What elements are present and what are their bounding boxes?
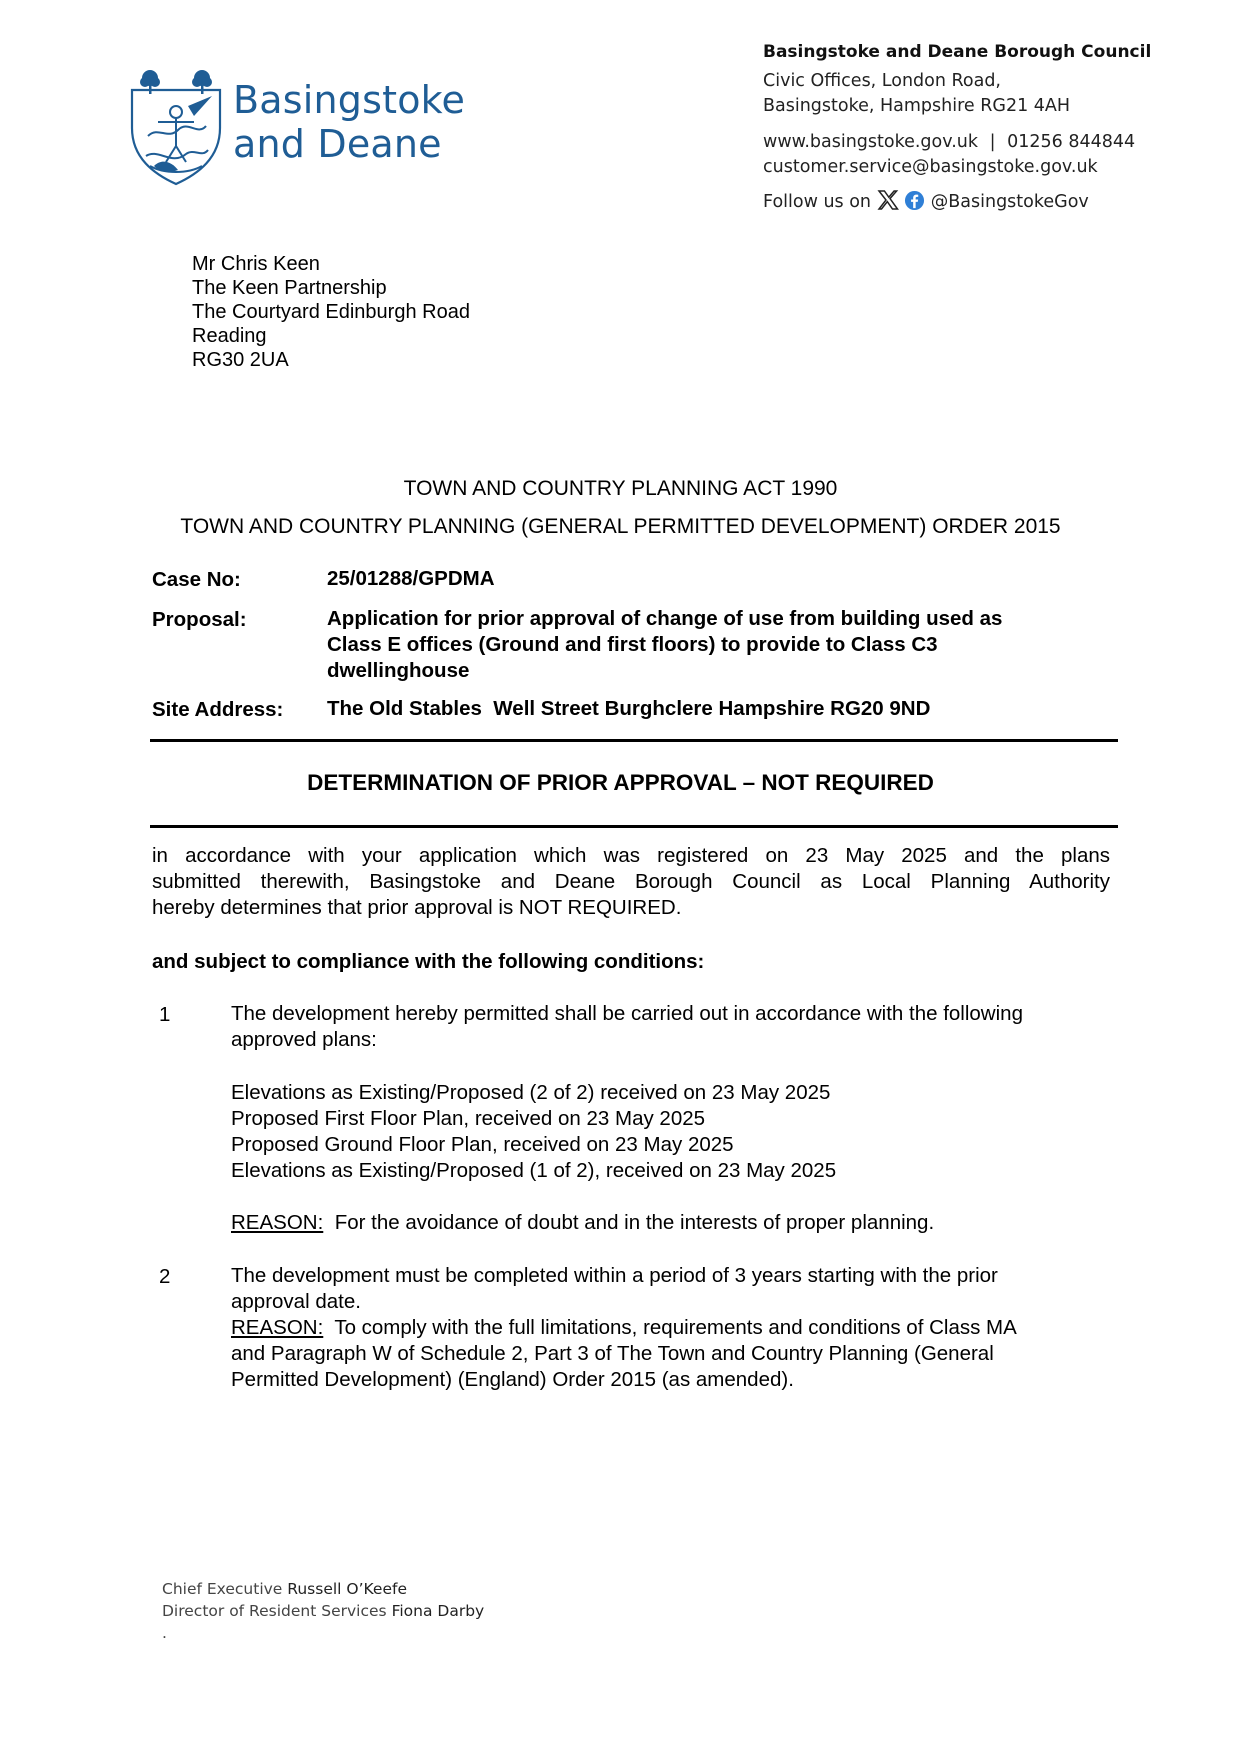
footer-block — [162, 1578, 484, 1644]
council-address-line1: Civic Offices, London Road, — [763, 71, 1001, 91]
condition-1 — [231, 1001, 1111, 1236]
case-no-label: Case No: — [152, 568, 241, 591]
order-heading: TOWN AND COUNTRY PLANNING (GENERAL PERMITTED DEVELOPMENT) ORDER 2015 — [180, 515, 1061, 538]
proposal-line: dwellinghouse — [327, 659, 470, 682]
reason-text: For the avoidance of doubt and in the interests of proper planning. — [334, 1211, 935, 1234]
approved-plan-item: Proposed Ground Floor Plan, received on 23 May 2025 — [231, 1133, 734, 1156]
council-crest-logo — [128, 66, 224, 186]
reason-text: and Paragraph W of Schedule 2, Part 3 of The Town and Country Planning (General — [231, 1342, 994, 1365]
website-link[interactable]: www.basingstoke.gov.uk — [763, 132, 979, 152]
recipient-postcode: RG30 2UA — [192, 349, 289, 371]
reason-text: Permitted Development) (England) Order 2015 (as amended). — [231, 1368, 794, 1391]
intro-line: hereby determines that prior approval is NOT REQUIRED. — [152, 896, 682, 919]
approved-plan-item: Elevations as Existing/Proposed (1 of 2), received on 23 May 2025 — [231, 1159, 837, 1182]
brand-name-line2: and Deane — [233, 122, 442, 166]
condition-text-line: approval date. — [231, 1290, 361, 1313]
proposal-value — [327, 606, 1127, 684]
approved-plan-item: Elevations as Existing/Proposed (2 of 2) received on 23 May 2025 — [231, 1081, 831, 1104]
council-address-line2: Basingstoke, Hampshire RG21 4AH — [763, 96, 1071, 116]
contact-line — [763, 130, 1233, 155]
divider-bottom — [150, 825, 1118, 828]
condition-number: 2 — [159, 1265, 171, 1288]
condition-number: 1 — [159, 1003, 171, 1026]
reason-label: REASON: — [231, 1211, 324, 1234]
social-handle[interactable]: @BasingstokeGov — [930, 192, 1089, 212]
recipient-name: Mr Chris Keen — [192, 253, 320, 275]
email-link[interactable]: customer.service@basingstoke.gov.uk — [763, 157, 1098, 177]
condition-reason — [231, 1210, 1111, 1236]
proposal-label: Proposal: — [152, 608, 247, 631]
approved-plans-list — [231, 1080, 1111, 1184]
chief-executive-name: Russell O’Keefe — [287, 1580, 407, 1598]
intro-line: in accordance with your application which was registered on 23 May 2025 and the plans — [152, 844, 1110, 867]
divider-top — [150, 739, 1118, 742]
recipient-company: The Keen Partnership — [192, 277, 387, 299]
condition-text-line: The development hereby permitted shall be carried out in accordance with the following — [231, 1002, 1023, 1025]
condition-2 — [231, 1263, 1111, 1393]
follow-line — [763, 189, 1233, 215]
proposal-line: Application for prior approval of change of use from building used as — [327, 607, 1003, 630]
brand-name-line1: Basingstoke — [233, 78, 466, 122]
intro-paragraph — [152, 843, 1110, 921]
reason-text: To comply with the full limitations, requirements and conditions of Class MA — [334, 1316, 1017, 1339]
facebook-icon[interactable] — [904, 190, 925, 211]
director-title: Director of Resident Services — [162, 1602, 387, 1620]
contact-separator: | — [989, 132, 996, 152]
act-heading: TOWN AND COUNTRY PLANNING ACT 1990 — [403, 477, 838, 500]
recipient-town: Reading — [192, 325, 267, 347]
recipient-street: The Courtyard Edinburgh Road — [192, 301, 470, 323]
determination-heading: DETERMINATION OF PRIOR APPROVAL – NOT REQUIRED — [307, 770, 934, 795]
condition-reason — [231, 1315, 1111, 1341]
condition-text-line: approved plans: — [231, 1028, 377, 1051]
reason-label: REASON: — [231, 1316, 324, 1339]
council-name: Basingstoke and Deane Borough Council — [763, 42, 1152, 62]
x-twitter-icon[interactable] — [877, 189, 899, 211]
chief-executive-title: Chief Executive — [162, 1580, 283, 1598]
condition-text-line: The development must be completed within a period of 3 years starting with the prior — [231, 1264, 998, 1287]
footer-dot: . — [162, 1624, 167, 1642]
council-contact-block — [763, 40, 1233, 215]
intro-line: submitted therewith, Basingstoke and Deane Borough Council as Local Planning Authority — [152, 870, 1110, 893]
site-address-label: Site Address: — [152, 698, 284, 721]
follow-label: Follow us on — [763, 192, 872, 212]
site-address-value: The Old Stables Well Street Burghclere Hampshire RG20 9ND — [327, 697, 931, 720]
case-no-value: 25/01288/GPDMA — [327, 567, 495, 590]
approved-plan-item: Proposed First Floor Plan, received on 23 May 2025 — [231, 1107, 706, 1130]
footer-director — [162, 1600, 484, 1622]
recipient-address — [192, 252, 470, 372]
conditions-heading: and subject to compliance with the following conditions: — [152, 950, 705, 973]
director-name: Fiona Darby — [391, 1602, 485, 1620]
footer-chief-executive — [162, 1578, 484, 1600]
phone-number[interactable]: 01256 844844 — [1007, 132, 1136, 152]
proposal-line: Class E offices (Ground and first floors) to provide to Class C3 — [327, 633, 938, 656]
